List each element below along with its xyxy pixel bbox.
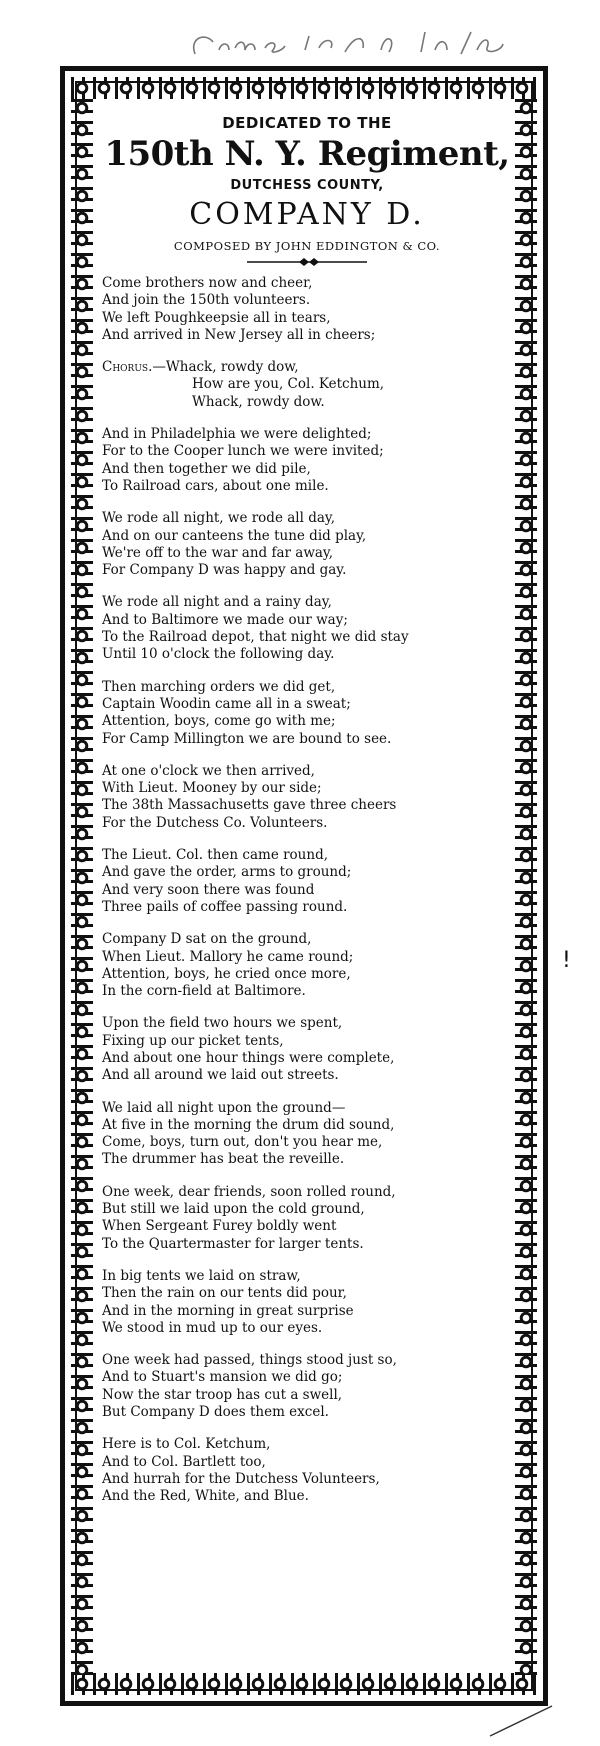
lyric-line: Come brothers now and cheer, (102, 275, 313, 291)
lyric-line: Then marching orders we did get, (102, 678, 336, 695)
stanza (102, 679, 522, 748)
stanza (102, 763, 522, 832)
lyric-line: Upon the field two hours we spent, (102, 1015, 343, 1032)
regiment-title: 150th N. Y. Regiment, (104, 134, 510, 174)
chorus (102, 359, 522, 411)
lyric-line: Captain Woodin came all in a sweat; (102, 695, 351, 712)
dedication-line: DEDICATED TO THE (222, 114, 392, 132)
margin-mark: ! (562, 948, 571, 973)
lyric-line: And gave the order, arms to ground; (102, 864, 352, 881)
lyric-line: And very soon there was found (102, 881, 315, 898)
lyric-line: And then together we did pile, (102, 460, 311, 477)
lyric-line: In the corn-field at Baltimore. (102, 983, 306, 1000)
pencil-stroke (480, 1700, 560, 1740)
lyric-line: To the Railroad depot, that night we did stay (102, 629, 409, 646)
lyric-line: At five in the morning the drum did sound, (102, 1116, 395, 1133)
lyric-line: And join the 150th volunteers. (102, 292, 311, 309)
lyric-line: And on our canteens the tune did play, (102, 527, 367, 544)
company-title: COMPANY D. (189, 197, 425, 232)
lyric-line: Whack, rowdy dow. (192, 393, 325, 410)
lyric-line: Now the star troop has cut a swell, (102, 1386, 343, 1403)
decorative-divider (247, 257, 367, 267)
stanza (102, 1015, 522, 1084)
lyric-line: But still we laid upon the cold ground, (102, 1201, 365, 1218)
lyric-line: Then the rain on our tents did pour, (102, 1285, 347, 1302)
lyric-line: And arrived in New Jersey all in cheers; (102, 326, 376, 343)
lyric-line: For to the Cooper lunch we were invited; (102, 443, 384, 460)
lyric-line: Fixing up our picket tents, (102, 1032, 284, 1049)
lyric-line: With Lieut. Mooney by our side; (102, 780, 322, 797)
stanza (102, 1436, 522, 1505)
manuscript-note (185, 18, 515, 66)
lyric-line: And hurrah for the Dutchess Volunteers, (102, 1470, 380, 1487)
lyric-line: Company D sat on the ground, (102, 931, 312, 948)
stanza (102, 275, 522, 344)
lyric-line: We stood in mud up to our eyes. (102, 1319, 323, 1336)
lyric-line: We rode all night, we rode all day, (102, 510, 336, 527)
lyric-line: In big tents we laid on straw, (102, 1267, 301, 1284)
lyric-line: For Company D was happy and gay. (102, 562, 347, 579)
composer-credit: COMPOSED BY JOHN EDDINGTON & CO. (173, 239, 441, 253)
lyric-line: But Company D does them excel. (102, 1404, 329, 1421)
lyric-line: How are you, Col. Ketchum, (192, 376, 385, 393)
lyric-line: And all around we laid out streets. (102, 1067, 339, 1084)
county-line: DUTCHESS COUNTY, (230, 178, 384, 193)
lyric-line: And to Stuart's mansion we did go; (102, 1369, 343, 1386)
lyric-line: Until 10 o'clock the following day. (102, 646, 335, 663)
lyric-line: For the Dutchess Co. Volunteers. (102, 814, 328, 831)
lyric-line: When Sergeant Furey boldly went (102, 1218, 337, 1235)
lyric-line: And in Philadelphia we were delighted; (102, 426, 372, 443)
lyric-line: One week had passed, things stood just so, (102, 1352, 397, 1369)
stanza (102, 594, 522, 663)
lyric-line: To Railroad cars, about one mile. (102, 477, 329, 494)
lyric-line: And to Col. Bartlett too, (102, 1453, 266, 1470)
song-sheet (92, 100, 522, 1521)
lyric-line: Come, boys, turn out, don't you hear me, (102, 1134, 383, 1151)
lyric-line: When Lieut. Mallory he came round; (102, 948, 354, 965)
lyric-line: Attention, boys, he cried once more, (102, 965, 351, 982)
border-bottom-ornament (71, 1673, 537, 1695)
stanza (102, 931, 522, 1000)
song-lyrics (92, 275, 522, 1506)
stanza (102, 510, 522, 579)
lyric-line: One week, dear friends, soon rolled round, (102, 1183, 396, 1200)
lyric-line: Attention, boys, come go with me; (102, 713, 336, 730)
lyric-line: For Camp Millington we are bound to see. (102, 730, 392, 747)
lyric-line: We're off to the war and far away, (102, 544, 334, 561)
lyric-line: And to Baltimore we made our way; (102, 611, 348, 628)
stanza (102, 847, 522, 916)
lyric-line: Chorus.—Whack, rowdy dow, (102, 359, 299, 376)
lyric-line: To the Quartermaster for larger tents. (102, 1235, 364, 1252)
stanza (102, 1268, 522, 1337)
stanza (102, 426, 522, 495)
lyric-line: At one o'clock we then arrived, (102, 762, 315, 779)
lyric-line: Here is to Col. Ketchum, (102, 1436, 271, 1453)
border-top-ornament (71, 77, 537, 99)
lyric-line: The 38th Massachusetts gave three cheers (102, 797, 397, 814)
lyric-line: The Lieut. Col. then came round, (102, 847, 328, 864)
lyric-line: We laid all night upon the ground— (102, 1099, 346, 1116)
lyric-line: And in the morning in great surprise (102, 1302, 354, 1319)
lyric-line: Three pails of coffee passing round. (102, 898, 348, 915)
stanza (102, 1100, 522, 1169)
lyric-line: And about one hour things were complete, (102, 1049, 395, 1066)
lyric-line: We rode all night and a rainy day, (102, 594, 332, 611)
stanza (102, 1352, 522, 1421)
border-left-ornament (71, 97, 93, 1675)
title-block (92, 114, 522, 267)
lyric-line: We left Poughkeepsie all in tears, (102, 309, 331, 326)
chorus-label: Chorus.— (102, 359, 166, 376)
lyric-line: The drummer has beat the reveille. (102, 1151, 345, 1168)
stanza (102, 1184, 522, 1253)
lyric-line: And the Red, White, and Blue. (102, 1488, 309, 1505)
